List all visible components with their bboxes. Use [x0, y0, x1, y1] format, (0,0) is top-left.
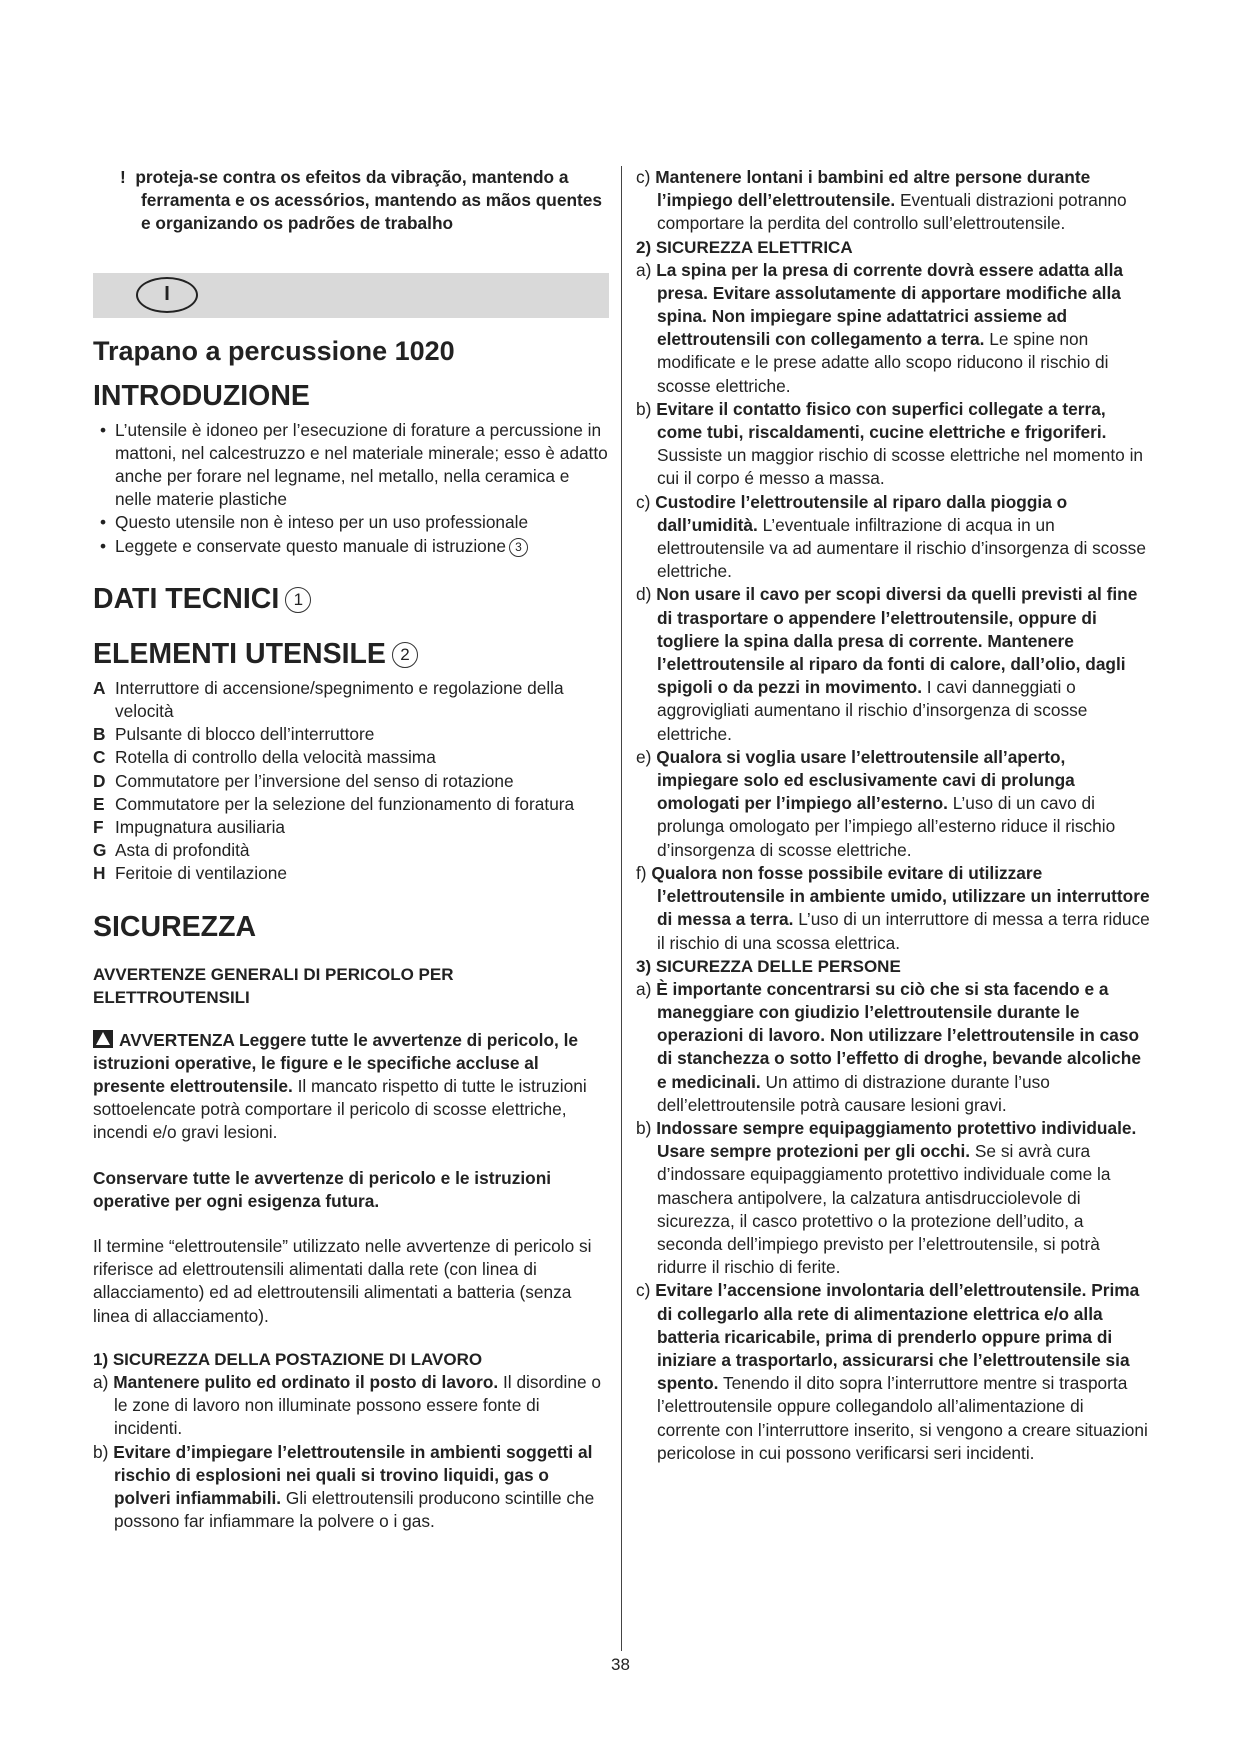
term-definition: Il termine “elettroutensile” utilizzato nelle avvertenze di pericolo si riferisce ad elettroutensili alimentati dalla rete (con linea di allacciamento) ed ad elettroutensili alimentati a batteria (senza linea di allacciamento).: [93, 1236, 592, 1326]
electrical-item-b: b) Evitare il contatto fisico con superfici collegate a terra, come tubi, riscaldamenti, cucine elettriche e frigoriferi. Sussiste un maggior rischio di scosse elettriche nel momento in cui il corpo é messo a massa.: [636, 398, 1144, 489]
element-item: C Rotella di controllo della velocità massima: [93, 747, 436, 768]
vibration-warning-pt: ! proteja-se contra os efeitos da vibração, mantendo a ferramenta e os acessórios, mantendo as mãos quentes e organizando os padrões de trabalho: [120, 167, 603, 234]
language-tab-bar: [93, 273, 609, 318]
workplace-item-c: c) Mantenere lontani i bambini ed altre persone durante l’impiego dell’elettroutensile. Eventuali distrazioni potranno comportare la perdita del controllo sull’elettroutensile.: [636, 167, 1127, 234]
personal-item-a: a) È importante concentrarsi su ciò che si sta facendo e a maneggiare con giudizio l’elettroutensile durante le operazioni di lavoro. Non utilizzare l’elettroutensile in caso di stanchezza o sotto l’effetto di droghe, bevande alcoliche e medicinali. Un attimo di distrazione durante l’uso dell’elettroutensile potrà causare lesioni gravi.: [636, 978, 1141, 1115]
workplace-item-b: b) Evitare d’impiegare l’elettroutensile in ambienti soggetti al rischio di esplosioni nei quali si trovino liquidi, gas o polveri infiammabili. Gli elettroutensili producono scintille che possono far infiammare la polvere o i gas.: [93, 1441, 595, 1532]
intro-list: [93, 419, 609, 558]
element-item: H Feritoie di ventilazione: [93, 863, 287, 884]
intro-bullet: • L’utensile è idoneo per l’esecuzione di forature a percussione in mattoni, nel calcestruzzo e nel materiale minerale; esso è adatto anche per forare nel legname, nel metallo, nella ceramica e nelle materie plastiche: [93, 419, 609, 512]
electrical-item-c: c) Custodire l’elettroutensile al riparo dalla pioggia o dall’umidità. L’eventuale infiltrazione di acqua in un elettroutensile va ad aumentare il rischio d’insorgenza di scosse elettriche.: [636, 491, 1146, 582]
electrical-item-f: f) Qualora non fosse possibile evitare di utilizzare l’elettroutensile in ambiente umido, utilizzare un interruttore di messa a terra. L’uso di un interruttore di messa a terra riduce il rischio di una scossa elettrica.: [636, 862, 1150, 953]
left-column: [93, 166, 609, 1533]
warning-triangle-icon: [93, 1030, 113, 1048]
personal-item-b: b) Indossare sempre equipaggiamento protettivo individuale. Usare sempre protezioni per gli occhi. Se si avrà cura d’indossare equipaggiamento protettivo individuale come la maschera antipolvere, la calzatura antisdrucciolevole di sicurezza, il casco protettivo o la protezione dell’udito, a seconda dell’impiego previsto per l’elettroutensile, si potrà ridurre il rischio di ferite.: [636, 1117, 1137, 1278]
element-item: F Impugnatura ausiliaria: [93, 817, 286, 838]
electrical-item-d: d) Non usare il cavo per scopi diversi da quelli previsti al fine di trasportare o appendere l’elettroutensile, oppure di togliere la spina dalla presa di corrente. Mantenere l’elettroutensile al riparo da fonti di calore, dall’olio, dagli spigoli o da pezzi in movimento. I cavi danneggiati o aggrovigliati aumentano il rischio d’insorgenza di scosse elettriche.: [636, 584, 1138, 744]
element-item: B Pulsante di blocco dell’interruttore: [93, 724, 375, 745]
intro-heading: INTRODUZIONE: [93, 379, 310, 412]
page-number: 38: [611, 1655, 630, 1674]
electrical-safety-heading: 2) SICUREZZA ELETTRICA: [636, 237, 853, 257]
general-warning-paragraph: AVVERTENZA Leggere tutte le avvertenze di pericolo, le istruzioni operative, le figure e le specifiche accluse al presente elettroutensile. Il mancato rispetto di tutte le istruzioni sottoelencate potrà comportare il pericolo di scosse elettriche, incendi e/o gravi lesioni.: [93, 1029, 587, 1143]
elements-heading: ELEMENTI UTENSILE 2: [93, 635, 609, 673]
intro-bullet: • Questo utensile non è inteso per un uso professionale: [93, 511, 609, 534]
product-title: Trapano a percussione 1020: [93, 335, 455, 366]
element-item: A Interruttore di accensione/spegnimento e regolazione della velocità: [93, 677, 564, 722]
safety-heading: SICUREZZA: [93, 910, 257, 943]
workplace-safety-heading: 1) SICUREZZA DELLA POSTAZIONE DI LAVORO: [93, 1349, 483, 1369]
figure-ref-3: 3: [509, 538, 528, 557]
personal-item-c: c) Evitare l’accensione involontaria dell’elettroutensile. Prima di collegarlo alla rete di alimentazione elettrica e/o alla batteria ricaricabile, prima di prenderlo oppure prima di iniziare a trasportarlo, assicurarsi che l’elettroutensile sia spento. Tenendo il dito sopra l’interruttore mentre si trasporta l’elettroutensile oppure collegandolo all’alimentazione di corrente con l’interruttore inserito, si vengono a creare situazioni pericolose in cui possono verificarsi seri incidenti.: [636, 1280, 1148, 1463]
general-warnings-heading: AVVERTENZE GENERALI DI PERICOLO PER ELETTROUTENSILI: [93, 964, 454, 1007]
electrical-item-e: e) Qualora si voglia usare l’elettroutensile all’aperto, impiegare solo ed esclusivamente cavi di prolunga omologati per l’impiego all’esterno. L’uso di un cavo di prolunga omologato per l’impiego all’esterno riduce il rischio d’insorgenza di scosse elettriche.: [636, 746, 1116, 860]
element-item: D Commutatore per l’inversione del senso di rotazione: [93, 770, 514, 791]
column-divider: [621, 166, 622, 1651]
keep-instructions: Conservare tutte le avvertenze di pericolo e le istruzioni operative per ogni esigenza futura.: [93, 1167, 552, 1211]
workplace-item-a: a) Mantenere pulito ed ordinato il posto di lavoro. Il disordine o le zone di lavoro non illuminate possono essere fonte di incidenti.: [93, 1371, 601, 1439]
intro-bullet: • Leggete e conservate questo manuale di istruzione 3: [93, 535, 609, 558]
element-item: E Commutatore per la selezione del funzionamento di foratura: [93, 793, 575, 814]
figure-ref-2: 2: [392, 642, 418, 668]
tech-data-heading: DATI TECNICI 1: [93, 580, 609, 618]
electrical-item-a: a) La spina per la presa di corrente dovrà essere adatta alla presa. Evitare assolutamente di apportare modifiche alla spina. Non impiegare spine adattatrici assieme ad elettroutensili con collegamento a terra. Le spine non modificate e le prese adatte allo scopo riducono il rischio di scosse elettriche.: [636, 259, 1123, 396]
elements-list: [93, 677, 609, 886]
figure-ref-1: 1: [285, 587, 311, 613]
language-badge: I: [136, 277, 198, 313]
element-item: G Asta di profondità: [93, 840, 250, 861]
personal-safety-heading: 3) SICUREZZA DELLE PERSONE: [636, 956, 901, 976]
right-column: [636, 166, 1151, 1465]
